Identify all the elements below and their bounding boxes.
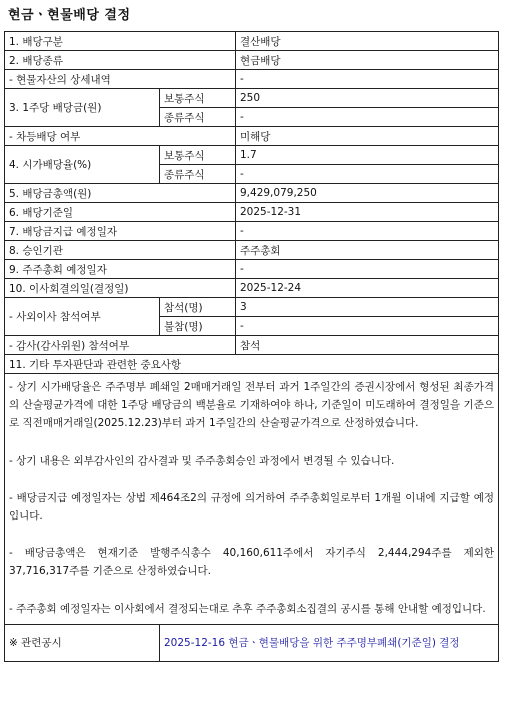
table-row — [5, 222, 499, 241]
table-row — [5, 146, 499, 165]
row-value: 2025-12-31 — [236, 203, 499, 222]
page-title: 현금ㆍ현물배당 결정 — [8, 8, 131, 23]
table-row — [5, 241, 499, 260]
row-value: - — [236, 108, 499, 127]
table-row — [5, 89, 499, 108]
row-label: - 감사(감사위원) 참석여부 — [5, 336, 236, 355]
row-sublabel: 종류주식 — [160, 108, 236, 127]
row-sublabel: 보통주식 — [160, 146, 236, 165]
table-row — [5, 298, 499, 317]
row-label: 8. 승인기관 — [5, 241, 236, 260]
related-disclosure-label: ※ 관련공시 — [5, 624, 160, 661]
row-label: 5. 배당금총액(원) — [5, 184, 236, 203]
row-sublabel: 불참(명) — [160, 317, 236, 336]
note-paragraph: - 상기 내용은 외부감사인의 감사결과 및 주주총회승인 과정에서 변경될 수 있습니다. — [9, 454, 395, 467]
row-value: 미해당 — [236, 127, 499, 146]
row-value: - — [236, 317, 499, 336]
table-row — [5, 260, 499, 279]
row-label: 7. 배당금지급 예정일자 — [5, 222, 236, 241]
row-value: 1.7 — [236, 146, 499, 165]
note-paragraph: - 배당금총액은 현재기준 발행주식총수 40,160,611주에서 자기주식 2,444,294주를 제외한 37,716,317주를 기준으로 산정하였습니다. — [9, 547, 494, 578]
row-sublabel: 종류주식 — [160, 165, 236, 184]
table-row — [5, 624, 499, 661]
section-heading: 11. 기타 투자판단과 관련한 중요사항 — [5, 355, 499, 374]
table-row — [5, 203, 499, 222]
table-row — [5, 184, 499, 203]
row-value: - — [236, 260, 499, 279]
row-label: - 사외이사 참석여부 — [5, 298, 160, 336]
table-row — [5, 70, 499, 89]
related-disclosure-cell — [160, 624, 499, 661]
note-paragraph: - 주주총회 예정일자는 이사회에서 결정되는대로 추후 주주총회소집결의 공시를 통해 안내할 예정입니다. — [9, 602, 486, 615]
row-value: - — [236, 222, 499, 241]
row-label: 3. 1주당 배당금(원) — [5, 89, 160, 127]
row-value: 현금배당 — [236, 51, 499, 70]
row-value: 결산배당 — [236, 32, 499, 51]
notes-cell — [5, 374, 499, 625]
table-row — [5, 32, 499, 51]
row-label: - 현물자산의 상세내역 — [5, 70, 236, 89]
row-label: 10. 이사회결의일(결정일) — [5, 279, 236, 298]
note-paragraph: - 상기 시가배당율은 주주명부 폐쇄일 2매매거래일 전부터 과거 1주일간의 증권시장에서 형성된 최종가격의 산술평균가격에 대한 1주당 배당금의 백분율로 기재하여야 하나, 기준일이 미도래하여 결정일을 기준으로 직전매매거래일(2025.12.23)부터 과거 1주일간의 산술평균가격으로 산정하였습니다. — [9, 381, 494, 430]
dividend-decision-table — [4, 31, 499, 662]
row-value: 2025-12-24 — [236, 279, 499, 298]
row-label: 4. 시가배당율(%) — [5, 146, 160, 184]
row-label: 1. 배당구분 — [5, 32, 236, 51]
table-row — [5, 279, 499, 298]
row-value: 3 — [236, 298, 499, 317]
table-row — [5, 374, 499, 625]
row-value: - — [236, 70, 499, 89]
row-value: - — [236, 165, 499, 184]
row-sublabel: 참석(명) — [160, 298, 236, 317]
table-row — [5, 127, 499, 146]
related-disclosure-link[interactable]: 2025-12-16 현금ㆍ현물배당을 위한 주주명부폐쇄(기준일) 결정 — [164, 636, 460, 649]
row-value: 9,429,079,250 — [236, 184, 499, 203]
row-label: 9. 주주총회 예정일자 — [5, 260, 236, 279]
row-value: 250 — [236, 89, 499, 108]
table-row — [5, 51, 499, 70]
table-row — [5, 336, 499, 355]
row-sublabel: 보통주식 — [160, 89, 236, 108]
row-label: 6. 배당기준일 — [5, 203, 236, 222]
table-row — [5, 355, 499, 374]
row-label: - 차등배당 여부 — [5, 127, 236, 146]
row-value: 참석 — [236, 336, 499, 355]
note-paragraph: - 배당금지급 예정일자는 상법 제464조2의 규정에 의거하여 주주총회일로부터 1개월 이내에 지급할 예정입니다. — [9, 491, 494, 523]
row-label: 2. 배당종류 — [5, 51, 236, 70]
row-value: 주주총회 — [236, 241, 499, 260]
